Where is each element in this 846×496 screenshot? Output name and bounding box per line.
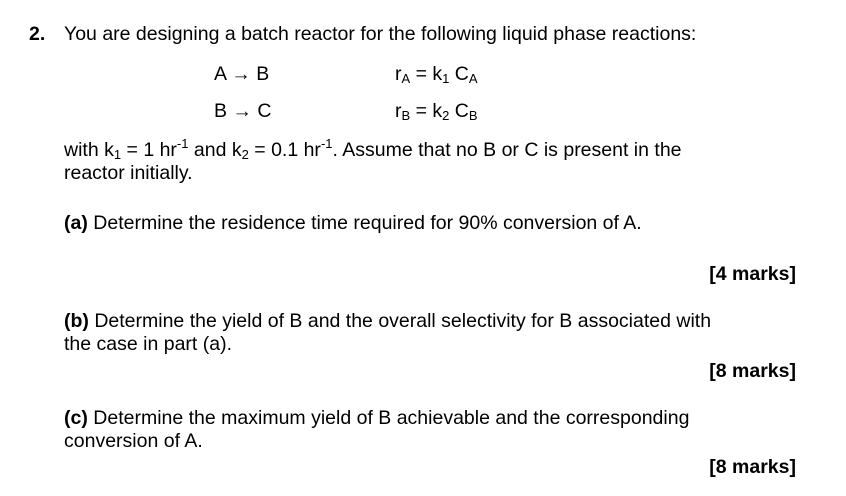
conditions-paragraph bbox=[64, 136, 834, 185]
rate-law-2: $r_B = k_2$ $C_B$ bbox=[395, 100, 478, 123]
reaction-2 bbox=[214, 99, 271, 123]
reaction-1-product: B bbox=[256, 63, 270, 85]
part-a bbox=[64, 211, 642, 235]
reaction-1 bbox=[214, 62, 269, 86]
part-b-text-1: Determine the yield of B and the overall selectivity for B associated with bbox=[88, 310, 712, 332]
part-c bbox=[64, 407, 834, 453]
part-b-text-2: the case in part (a). bbox=[64, 333, 232, 355]
part-c-label: (c) bbox=[64, 407, 88, 429]
reaction-1-reactant: A bbox=[214, 63, 226, 85]
part-a-marks: [4 marks] bbox=[709, 263, 796, 285]
part-c-marks: [8 marks] bbox=[709, 456, 796, 478]
question-number: 2. bbox=[29, 23, 46, 45]
part-b-marks: [8 marks] bbox=[709, 360, 796, 382]
part-b bbox=[64, 310, 834, 356]
part-b-label: (b) bbox=[64, 310, 89, 332]
question-intro: You are designing a batch reactor for the following liquid phase reactions: bbox=[64, 23, 697, 45]
part-a-text: Determine the residence time required for 90% conversion of A. bbox=[87, 212, 642, 234]
part-c-text-1: Determine the maximum yield of B achievable and the corresponding bbox=[87, 407, 690, 429]
arrow-icon: → bbox=[231, 63, 251, 85]
reaction-2-product: C bbox=[257, 100, 272, 122]
reaction-2-reactant: B bbox=[214, 100, 228, 122]
part-a-label: (a) bbox=[64, 212, 88, 234]
arrow-icon: → bbox=[232, 100, 252, 122]
conditions-line-2: reactor initially. bbox=[64, 162, 193, 184]
rate-law-1: $r_A = k_1$ $C_A$ bbox=[395, 63, 478, 86]
part-c-text-2: conversion of A. bbox=[64, 430, 203, 452]
conditions-line-1: with $k_1 = 1$ $hr^{-1}$ and $k_2 = 0.1$ $hr^{-1}$. Assume that no B or C is present in the bbox=[64, 136, 682, 162]
